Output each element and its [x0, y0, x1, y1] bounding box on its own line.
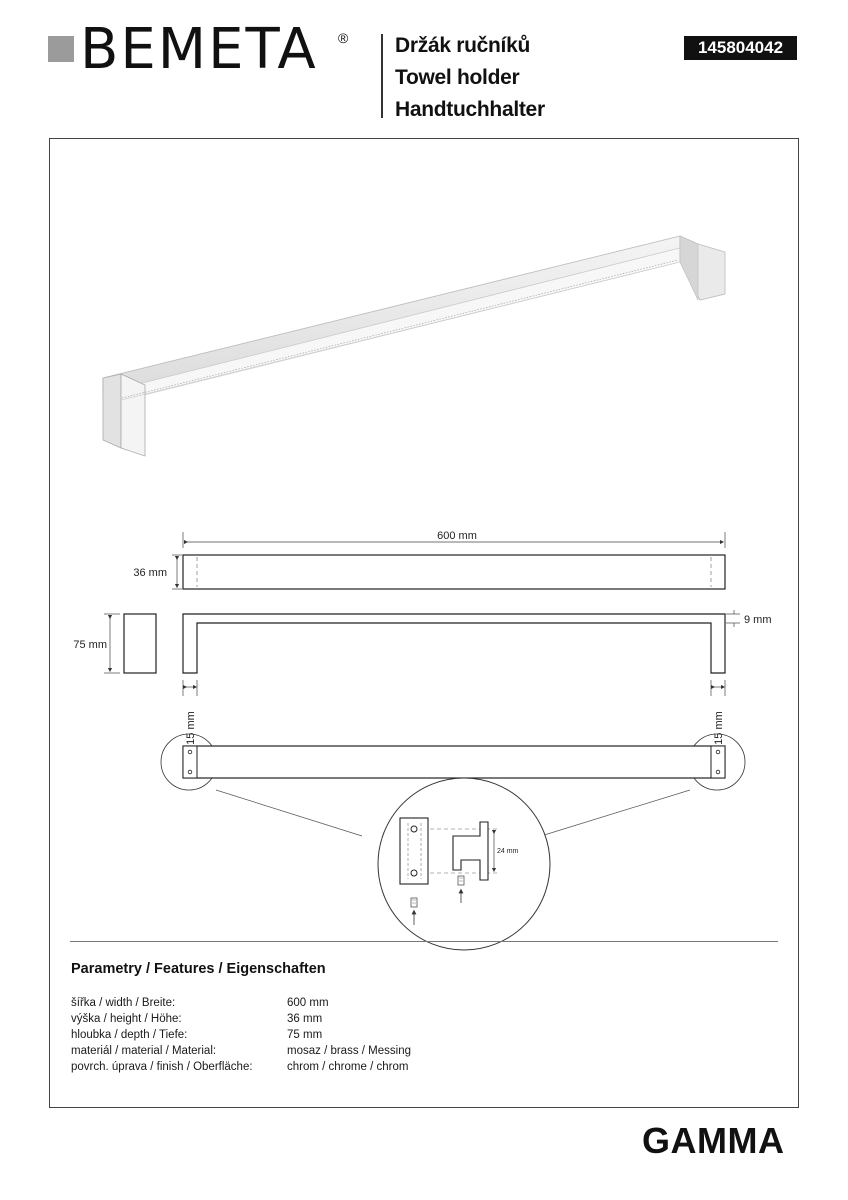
spec-row — [71, 1043, 411, 1059]
width-label: 600 mm — [437, 530, 477, 542]
spec-value: 75 mm — [287, 1029, 323, 1041]
side-view — [73, 614, 156, 673]
registered-mark: ® — [338, 30, 349, 46]
mounting-detail — [378, 778, 550, 950]
spec-label: povrch. úprava / finish / Oberfläche: — [71, 1061, 253, 1073]
brand-name: BEMETA — [80, 17, 318, 82]
spec-label: materiál / material / Material: — [71, 1045, 217, 1057]
spec-row — [71, 995, 411, 1011]
title-czech: Držák ručníků — [395, 34, 530, 57]
depth-label: 75 mm — [73, 639, 107, 651]
height-label: 36 mm — [133, 567, 167, 579]
spec-value: chrom / chrome / chrom — [287, 1061, 409, 1073]
spec-value: 600 mm — [287, 997, 329, 1009]
product-code-badge: 145804042 — [684, 36, 797, 60]
spec-row — [71, 1011, 411, 1027]
front-view — [183, 610, 772, 745]
right-offset-label: 15 mm — [713, 711, 725, 745]
left-offset-label: 15 mm — [185, 711, 197, 745]
wall-label: 9 mm — [744, 614, 772, 626]
series-name: GAMMA — [642, 1120, 785, 1161]
product-render — [103, 236, 725, 456]
top-view — [133, 555, 725, 589]
spec-table — [71, 995, 411, 1075]
title-german: Handtuchhalter — [395, 98, 545, 121]
spec-label: šířka / width / Breite: — [71, 997, 176, 1009]
spec-label: výška / height / Höhe: — [71, 1013, 182, 1025]
title-english: Towel holder — [395, 66, 520, 89]
features-divider — [70, 941, 778, 942]
spec-row — [71, 1059, 411, 1075]
spec-label: hloubka / depth / Tiefe: — [71, 1029, 188, 1041]
features-title: Parametry / Features / Eigenschaften — [71, 961, 326, 977]
spec-row — [71, 1027, 411, 1043]
hole-spacing-label: 24 mm — [497, 848, 519, 855]
width-dimension — [183, 530, 725, 548]
spec-value: 36 mm — [287, 1013, 323, 1025]
spec-value: mosaz / brass / Messing — [287, 1045, 411, 1057]
